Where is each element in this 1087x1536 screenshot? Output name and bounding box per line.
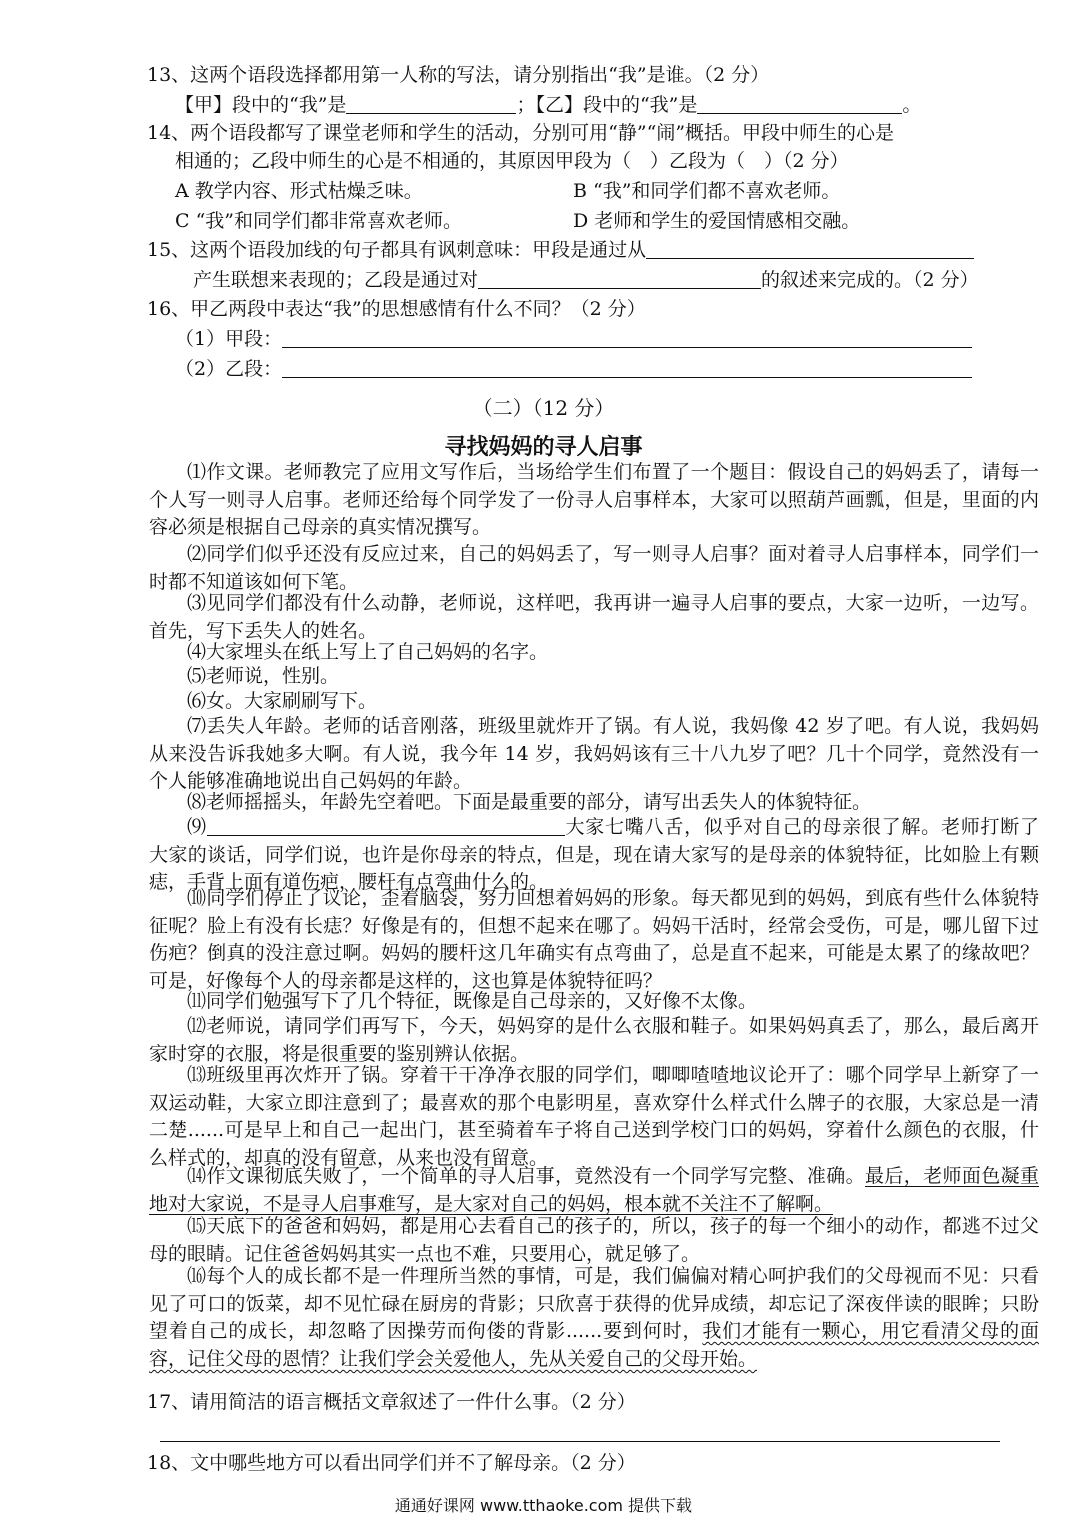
q13-end: 。 bbox=[902, 94, 922, 116]
q14-option-c: C “我”和同学们都非常喜欢老师。 bbox=[175, 210, 463, 232]
q14-option-b: B “我”和同学们都不喜欢老师。 bbox=[573, 180, 841, 202]
p9-number: ⑼ bbox=[187, 816, 207, 838]
q14-option-a: A 教学内容、形式枯燥乏味。 bbox=[175, 180, 423, 202]
q17-answer-line[interactable] bbox=[160, 1441, 1000, 1442]
q13-yi-label: ；【乙】段中的“我”是 bbox=[516, 94, 698, 116]
article-paragraph-1: ⑴作文课。老师教完了应用文写作后，当场给学生们布置了一个题目：假设自己的妈妈丢了，请每一个人写一则寻人启事。老师还给每个同学发了一份寻人启事样本，大家可以照葫芦画瓢，但是，里面的内容必须是根据自己母亲的真实情况撰写。 bbox=[149, 461, 1039, 539]
article-paragraph-14 bbox=[149, 1163, 1039, 1218]
question-15 bbox=[147, 236, 974, 264]
p16-wavy-underlined-sentence: 我们才能有一颗心，用它看清父母的面容，记住父母的恩情？让我们学会关爱他人，先从关爱自己的父母开始。 bbox=[149, 1320, 1039, 1370]
article-paragraph-8: ⑻老师摇摇头，年龄先空着吧。下面是最重要的部分，请写出丢失人的体貌特征。 bbox=[187, 791, 872, 813]
section-heading: （二）（12 分） bbox=[472, 396, 615, 420]
question-13: 13、这两个语段选择都用第一人称的写法，请分别指出“我”是谁。（2 分） bbox=[147, 64, 770, 86]
q16-blank-b[interactable] bbox=[282, 357, 972, 378]
q15-stem: 15、这两个语段加线的句子都具有讽刺意味：甲段是通过从 bbox=[147, 239, 647, 261]
article-paragraph-11: ⑾同学们勉强写下了几个特征，既像是自己母亲的，又好像不太像。 bbox=[187, 990, 758, 1012]
article-paragraph-6: ⑹女。大家刷刷写下。 bbox=[187, 690, 378, 712]
article-paragraph-10: ⑽同学们停止了议论，歪着脑袋，努力回想着妈妈的形象。每天都见到的妈妈，到底有些什么体貌特征呢？脸上有没有长痣？好像是有的，但想不起来在哪了。妈妈干活时，经常会受伤，可是，哪儿留下过伤疤？倒真的没注意过啊。妈妈的腰杆这几年确实有点弯曲了，总是直不起来，可能是太累了的缘故吧？可是，好像每个人的母亲都是这样的，这也算是体貌特征吗？ bbox=[149, 887, 1039, 992]
article-paragraph-3: ⑶见同学们都没有什么动静，老师说，这样吧，我再讲一遍寻人启事的要点，大家一边听，一边写。首先，写下丢失人的姓名。 bbox=[149, 592, 1039, 642]
q16-answer-b bbox=[175, 355, 972, 383]
article-paragraph-7: ⑺丢失人年龄。老师的话音刚落，班级里就炸开了锅。有人说，我妈像 42 岁了吧。有人说，我妈妈从来没告诉我她多大啊。有人说，我今年 14 岁，我妈妈该有三十八九岁了吧？几十个同学，竟然没有一个人能够准确地说出自己妈妈的年龄。 bbox=[149, 715, 1039, 793]
q13-jia-blank[interactable] bbox=[346, 93, 516, 114]
q14-option-d: D 老师和学生的爱国情感相交融。 bbox=[573, 210, 861, 232]
p14-text: ⒁作文课彻底失败了，一个简单的寻人启事，竟然没有一个同学写完整、准确。 bbox=[187, 1165, 865, 1187]
question-18: 18、文中哪些地方可以看出同学们并不了解母亲。（2 分） bbox=[147, 1452, 636, 1474]
page-footer: 通通好课网 www.tthaoke.com 提供下载 bbox=[394, 1496, 693, 1515]
question-14: 14、两个语段都写了课堂老师和学生的活动，分别可用“静”“闹”概括。甲段中师生的心是 bbox=[147, 122, 895, 144]
article-paragraph-12: ⑿老师说，请同学们再写下，今天，妈妈穿的是什么衣服和鞋子。如果妈妈真丢了，那么，最后离开家时穿的衣服，将是很重要的鉴别辨认依据。 bbox=[149, 1015, 1039, 1065]
article-paragraph-2: ⑵同学们似乎还没有反应过来，自己的妈妈丢了，写一则寻人启事？面对着寻人启事样本，同学们一时都不知道该如何下笔。 bbox=[149, 543, 1039, 593]
article-paragraph-16 bbox=[149, 1263, 1039, 1373]
p9-text: 大家七嘴八舌，似乎对自己的母亲很了解。老师打断了大家的谈话，同学们说，也许是你母亲的特点，但是，现在请大家写的是母亲的体貌特征，比如脸上有颗痣，手背上面有道伤疤，腰杆有点弯曲什么的。 bbox=[149, 816, 1039, 894]
question-15-line-2 bbox=[193, 266, 979, 294]
article-paragraph-15: ⒂天底下的爸爸和妈妈，都是用心去看自己的孩子的，所以，孩子的每一个细小的动作，都逃不过父母的眼睛。记住爸爸妈妈其实一点也不难，只要用心，就足够了。 bbox=[149, 1215, 1039, 1265]
article-paragraph-13: ⒀班级里再次炸开了锅。穿着干干净净衣服的同学们，唧唧喳喳地议论开了：哪个同学早上新穿了一双运动鞋，大家立即注意到了；最喜欢的那个电影明星，喜欢穿什么样式什么牌子的衣服，大家总是一清二楚......可是早上和自己一起出门，甚至骑着车子将自己送到学校门口的妈妈，穿着什么颜色的衣服，什么样式的，却真的没有留意，从来也没有留意。 bbox=[149, 1064, 1039, 1169]
p14-underlined-sentence: 最后，老师面色凝重地对大家说，不是寻人启事难写，是大家对自己的妈妈，根本就不关注不了解啊。 bbox=[149, 1165, 1039, 1215]
q16-blank-a[interactable] bbox=[282, 327, 972, 348]
q13-yi-blank[interactable] bbox=[697, 93, 902, 114]
p9-blank[interactable] bbox=[207, 815, 565, 836]
q15-line2b: 的叙述来完成的。（2 分） bbox=[761, 269, 979, 291]
question-14-stem-continued: 相通的；乙段中师生的心是不相通的，其原因甲段为（ ）乙段为（ ）（2 分） bbox=[175, 150, 849, 172]
q15-line2a: 产生联想来表现的；乙段是通过对 bbox=[193, 269, 479, 291]
article-paragraph-5: ⑸老师说，性别。 bbox=[187, 665, 340, 687]
q16-answer-a bbox=[175, 325, 972, 353]
q16-label-b: （2）乙段： bbox=[175, 358, 283, 380]
question-17: 17、请用简洁的语言概括文章叙述了一件什么事。（2 分） bbox=[147, 1391, 636, 1413]
article-title: 寻找妈妈的寻人启事 bbox=[444, 435, 643, 460]
q13-jia-label: 【甲】段中的“我”是 bbox=[175, 94, 347, 116]
q15-blank-2[interactable] bbox=[478, 268, 761, 289]
p16-text: ⒃每个人的成长都不是一件理所当然的事情，可是，我们偏偏对精心呵护我们的父母视而不见：只看见了可口的饭菜，却不见忙碌在厨房的背影；只欣喜于获得的优异成绩，却忘记了深夜伴读的眼眸；只盼望着自己的成长，却忽略了因操劳而佝偻的背影......要到何时， bbox=[149, 1265, 1039, 1343]
q15-blank-1[interactable] bbox=[646, 238, 974, 259]
article-paragraph-4: ⑷大家埋头在纸上写上了自己妈妈的名字。 bbox=[187, 641, 549, 663]
question-13-answer-line bbox=[175, 91, 921, 119]
q16-label-a: （1）甲段： bbox=[175, 328, 283, 350]
question-16: 16、甲乙两段中表达“我”的思想感情有什么不同？（2 分） bbox=[147, 298, 646, 320]
